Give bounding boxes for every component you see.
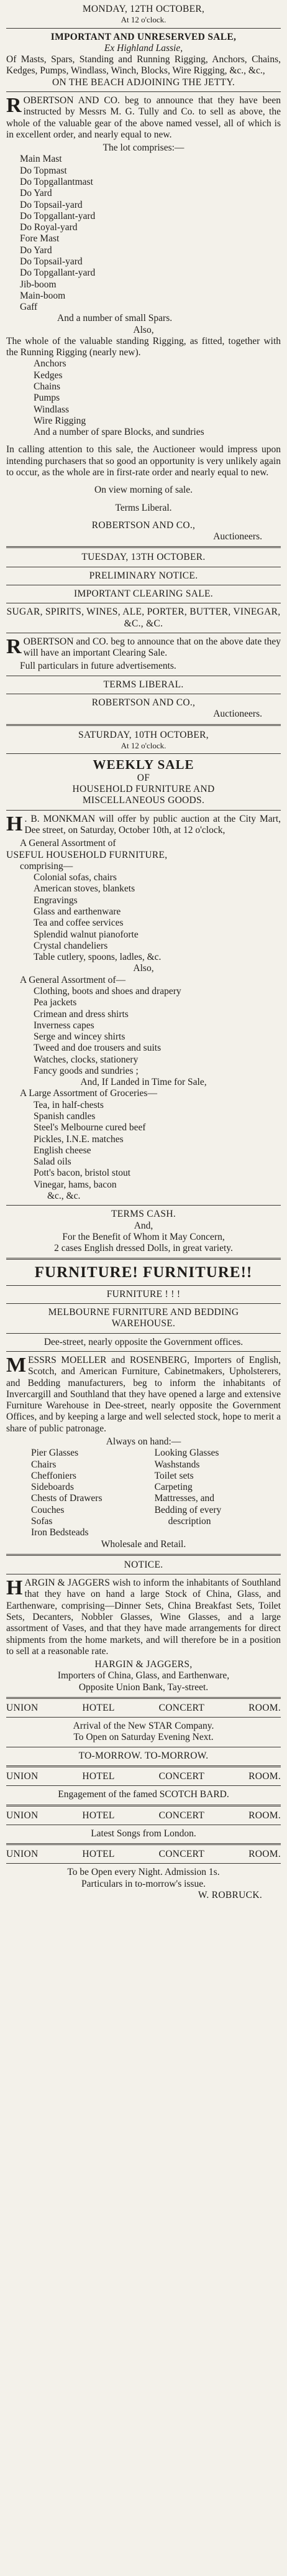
list-item: Chains: [34, 381, 61, 393]
list-item: Looking Glasses: [154, 1448, 219, 1459]
heading-word: ROOM.: [248, 1702, 281, 1713]
list-item: Do Yard: [20, 244, 52, 256]
divider: [6, 1303, 281, 1304]
sale-subtitle-1: HOUSEHOLD FURNITURE AND: [72, 784, 215, 795]
sale-title: IMPORTANT AND UNRESERVED SALE,: [50, 31, 237, 42]
clothing-intro: A General Assortment of—: [20, 974, 126, 985]
useful-label: USEFUL HOUSEHOLD FURNITURE,: [6, 849, 168, 860]
sundries-text: And a number of spare Blocks, and sundries: [34, 427, 204, 438]
list-item: And a number of small Spars.: [57, 313, 173, 324]
heading-word: UNION: [6, 1810, 39, 1821]
firm-role: Auctioneers.: [213, 709, 262, 720]
list-item: Tweed and doe trousers and suits: [34, 1043, 162, 1054]
firm-name: ROBERTSON AND CO.,: [91, 519, 196, 531]
advertisement-furniture: [6, 1263, 281, 1550]
list-item: Mattresses, and: [154, 1493, 215, 1504]
list-item: Steel's Melbourne cured beef: [34, 1122, 146, 1133]
landed-note: And, If Landed in Time for Sale,: [80, 1077, 207, 1088]
warehouse-location: Dee-street, nearly opposite the Government offices.: [43, 1336, 244, 1347]
list-item: Pumps: [34, 393, 60, 404]
particulars-text: Particulars in to-morrow's issue.: [81, 1878, 206, 1889]
heading-word: HOTEL: [82, 1771, 115, 1782]
list-item: Glass and earthenware: [34, 906, 121, 917]
divider: [6, 1351, 281, 1352]
list-item: Serge and wincey shirts: [34, 1031, 125, 1043]
list-item: Inverness capes: [34, 1020, 94, 1031]
attention-text: In calling attention to this sale, the Auctioneer would impress upon intending purchasers that so good an opportunity is very unlikely again to occur, as the whole are in first-rate order and nearly equal to new.: [6, 444, 281, 478]
heading-word: CONCERT: [158, 1849, 205, 1860]
list-item: Fore Mast: [20, 233, 60, 244]
list-item: Do Topgallant-yard: [20, 210, 96, 221]
dolls-text: 2 cases English dressed Dolls, in great variety.: [54, 1243, 233, 1254]
list-item: Do Topsail-yard: [20, 256, 83, 267]
list-item: Cheffoniers: [31, 1470, 76, 1481]
section-divider: [6, 546, 281, 548]
drop-cap: M: [6, 1354, 27, 1377]
terms-text: TERMS LIBERAL.: [103, 679, 184, 690]
list-item: &c., &c.: [47, 1191, 81, 1202]
sale-date: MONDAY, 12TH OCTOBER,: [82, 4, 205, 14]
vessel-name: Ex Highland Lassie,: [104, 42, 183, 53]
wholesale-text: Wholesale and Retail.: [101, 1538, 186, 1550]
list-item: Fancy goods and sundries ;: [34, 1065, 139, 1076]
lot-list: [6, 154, 281, 324]
divider: [6, 810, 281, 811]
advertisement-weekly-sale: [6, 730, 281, 1255]
also-label: Also,: [133, 963, 154, 974]
list-item: Gaff: [20, 302, 38, 313]
announcement-text: OBERTSON AND CO. beg to announce that they have been instructed by Messrs M. G. Tully and Co. to sell as above, the whole of the valuable gear of the above named vessel, all of which is in excellent order, and nearly equal to new.: [6, 95, 281, 140]
list-item: Sofas: [31, 1515, 53, 1527]
warehouse-name-2: WAREHOUSE.: [111, 1318, 176, 1329]
list-item: Main-boom: [20, 290, 66, 301]
firm-name: HARGIN & JAGGERS,: [94, 1659, 193, 1670]
list-item: Bedding of every: [154, 1504, 222, 1515]
heading-word: CONCERT: [158, 1702, 205, 1713]
sale-time: At 12 o'clock.: [121, 15, 166, 25]
list-item: Vinegar, hams, bacon: [34, 1179, 117, 1190]
view-text: On view morning of sale.: [94, 485, 193, 496]
announcement-body: [6, 636, 281, 659]
list-item: Pickles, I.N.E. matches: [34, 1133, 124, 1145]
list-item: Table cutlery, spoons, ladles, &c.: [34, 952, 162, 963]
list-item: Couches: [31, 1504, 65, 1515]
songs-text: Latest Songs from London.: [91, 1828, 196, 1839]
particulars-text: Full particulars in future advertisements.: [20, 661, 176, 672]
sale-title: WEEKLY SALE: [93, 757, 194, 773]
open-text: To Open on Saturday Evening Next.: [73, 1732, 214, 1743]
heading-word: UNION: [6, 1849, 39, 1860]
signature: W. ROBRUCK.: [198, 1890, 262, 1901]
stock-list-right: [155, 1448, 268, 1538]
heading-word: CONCERT: [158, 1810, 205, 1821]
list-item: Main Mast: [20, 154, 62, 165]
sale-title: IMPORTANT CLEARING SALE.: [74, 588, 213, 599]
notice-title: PRELIMINARY NOTICE.: [89, 570, 198, 581]
grocery-list: [6, 1100, 281, 1202]
terms-text: Terms Liberal.: [115, 502, 172, 513]
section-divider: [6, 1554, 281, 1556]
furniture-subhead: FURNITURE ! ! !: [106, 1288, 181, 1300]
concert-heading: [6, 1703, 281, 1714]
advertisement-gear-sale: [6, 4, 281, 542]
grocery-intro: A Large Assortment of Groceries—: [20, 1088, 157, 1099]
list-item: Anchors: [34, 358, 66, 370]
list-item: Do Topsail-yard: [20, 199, 83, 210]
list-item: Washstands: [154, 1459, 200, 1470]
list-item: Pea jackets: [34, 997, 77, 1008]
list-item: Tea, in half-chests: [34, 1099, 104, 1110]
rigging-text: The whole of the valuable standing Rigging, as fitted, together with the Running Rigging (nearly new).: [6, 335, 281, 358]
section-divider: [6, 1843, 281, 1845]
list-item: Engravings: [34, 895, 78, 906]
list-item: Jib-boom: [20, 279, 57, 290]
general-label: A General Assortment of: [20, 838, 116, 849]
clothing-list: [6, 986, 281, 1077]
list-item: Crystal chandeliers: [34, 940, 108, 951]
announcement-text: ESSRS MOELLER and ROSENBERG, Importers of English, Scotch, and American Furniture, Cabinetmakers, Upholsterers, and Bedding manufacturers, beg to inform the inhabitants of Invercargill and Southland that they have opened a large and extensive Furniture Warehouse in Dee-street, nearly opposite the Government Offices, and by keeping a large and well selected stock, hope to merit a share of public patronage.: [6, 1355, 281, 1434]
list-item: Do Yard: [20, 188, 52, 199]
divider: [6, 1285, 281, 1286]
advertisement-concert-1: [6, 1703, 281, 1762]
comprising-label: comprising—: [20, 860, 73, 872]
list-item: American stoves, blankets: [34, 883, 135, 895]
list-item: Do Royal-yard: [20, 222, 78, 233]
sale-date: SATURDAY, 10TH OCTOBER,: [78, 729, 209, 740]
drop-cap: R: [6, 94, 22, 118]
list-item: Sideboards: [31, 1482, 74, 1493]
firm-desc: Importers of China, Glass, and Earthenware,: [57, 1670, 230, 1681]
notice-title: NOTICE.: [124, 1559, 163, 1570]
list-item: Salad oils: [34, 1156, 71, 1168]
also-label: Also,: [133, 324, 154, 335]
open-text: To be Open every Night. Admission 1s.: [67, 1867, 220, 1878]
announcement-text: ARGIN & JAGGERS wish to inform the inhabitants of Southland that they have on hand a large Stock of China, Glass, and Earthenware, comprising—Dinner Sets, China Breakfast Sets, Toilet Sets, Decanters, Nobbler Glasses, Wine Glasses, and a large assortment of Vases, and that they have made arrangements for direct shipments from the home markets, and will therefore be in a position to sell at a reasonable rate.: [6, 1578, 281, 1657]
sale-items: Of Masts, Spars, Standing and Running Rigging, Anchors, Chains, Kedges, Pumps, Windlass, Winch, Blocks, Wire Rigging, &c., &c.,: [6, 54, 281, 77]
section-divider: [6, 1765, 281, 1767]
list-item: Carpeting: [154, 1482, 193, 1493]
and-label: And,: [134, 1220, 153, 1231]
list-item: English cheese: [34, 1145, 91, 1156]
announcement-body: [6, 1355, 281, 1434]
warehouse-name-1: MELBOURNE FURNITURE AND BEDDING: [48, 1307, 239, 1318]
list-item: Clothing, boots and shoes and drapery: [34, 985, 181, 997]
heading-word: HOTEL: [82, 1702, 115, 1713]
always-label: Always on hand:—: [106, 1436, 181, 1448]
terms-text: TERMS CASH.: [111, 1209, 176, 1220]
divider: [6, 28, 281, 29]
furniture-headline: FURNITURE! FURNITURE!!: [34, 1264, 253, 1281]
section-divider: [6, 1697, 281, 1699]
divider: [6, 1717, 281, 1718]
drop-cap: R: [6, 635, 22, 658]
sale-subtitle-2: MISCELLANEOUS GOODS.: [82, 795, 205, 806]
list-item: Pier Glasses: [31, 1448, 79, 1459]
benefit-text: For the Benefit of Whom it May Concern,: [62, 1231, 225, 1242]
heading-word: ROOM.: [248, 1849, 281, 1860]
divider: [6, 1863, 281, 1864]
advertisement-concert-4: [6, 1849, 281, 1901]
list-item: Do Topgallant-yard: [20, 267, 96, 279]
drop-cap: H: [6, 1576, 23, 1600]
advertisement-concert-3: [6, 1810, 281, 1840]
heading-word: UNION: [6, 1771, 39, 1782]
divider: [6, 1333, 281, 1334]
gear-list: [6, 358, 281, 427]
arrival-text: Arrival of the New STAR Company.: [73, 1721, 214, 1732]
list-item: Chests of Drawers: [31, 1493, 102, 1504]
sale-date: TUESDAY, 13TH OCTOBER.: [81, 552, 206, 563]
list-item: description: [168, 1515, 211, 1527]
advertisement-china-notice: [6, 1560, 281, 1693]
divider: [6, 91, 281, 92]
lot-intro: The lot comprises:—: [102, 142, 184, 154]
sale-place: ON THE BEACH ADJOINING THE JETTY.: [52, 77, 235, 88]
list-item: Iron Bedsteads: [31, 1527, 89, 1538]
furniture-list: [6, 872, 281, 963]
firm-address: Opposite Union Bank, Tay-street.: [78, 1681, 209, 1693]
stock-list-left: [31, 1448, 145, 1538]
section-divider: [6, 724, 281, 726]
list-item: Splendid walnut pianoforte: [34, 929, 139, 940]
tomorrow-text: TO-MORROW. TO-MORROW.: [78, 1750, 209, 1761]
heading-word: UNION: [6, 1702, 39, 1713]
announcement-body: [6, 1578, 281, 1657]
divider: [6, 1785, 281, 1786]
announcement-body: [6, 95, 281, 141]
announcement-text: . B. MONKMAN will offer by public auction at the City Mart, Dee street, on Saturday, October 10th, at 12 o'clock,: [24, 813, 281, 836]
divider: [6, 753, 281, 754]
heading-word: ROOM.: [248, 1810, 281, 1821]
section-divider: [6, 1805, 281, 1806]
stock-lists: [6, 1448, 281, 1538]
list-item: Do Topmast: [20, 165, 67, 176]
list-item: Colonial sofas, chairs: [34, 872, 117, 883]
list-item: Windlass: [34, 404, 70, 415]
firm-name: ROBERTSON AND CO.,: [91, 697, 196, 708]
list-item: Wire Rigging: [34, 415, 86, 426]
heading-word: CONCERT: [158, 1771, 205, 1782]
advertisement-concert-2: [6, 1771, 281, 1801]
firm-role: Auctioneers.: [213, 531, 262, 542]
concert-heading: [6, 1771, 281, 1782]
advertisement-clearing-sale: [6, 552, 281, 720]
list-item: Tea and coffee services: [34, 918, 124, 929]
heading-word: HOTEL: [82, 1849, 115, 1860]
concert-heading: [6, 1849, 281, 1860]
list-item: Spanish candles: [34, 1111, 96, 1122]
list-item: Kedges: [34, 370, 63, 381]
heading-word: ROOM.: [248, 1771, 281, 1782]
list-item: Toilet sets: [154, 1470, 194, 1481]
list-item: Watches, clocks, stationery: [34, 1054, 139, 1065]
list-item: Chairs: [31, 1459, 57, 1470]
list-item: Crimean and dress shirts: [34, 1008, 129, 1020]
drop-cap: H: [6, 812, 23, 835]
of-label: OF: [137, 772, 150, 783]
list-item: Do Topgallantmast: [20, 176, 93, 187]
section-divider: [6, 1258, 281, 1260]
sale-time: At 12 o'clock.: [121, 740, 166, 750]
list-item: Pott's bacon, bristol stout: [34, 1168, 131, 1179]
announcement-text: OBERTSON and CO. beg to announce that on the above date they will have an important Clearing Sale.: [23, 636, 281, 659]
heading-word: HOTEL: [82, 1810, 115, 1821]
engagement-text: Engagement of the famed SCOTCH BARD.: [58, 1789, 229, 1800]
concert-heading: [6, 1810, 281, 1821]
goods-list: SUGAR, SPIRITS, WINES, ALE, PORTER, BUTTER, VINEGAR, &C., &C.: [6, 607, 281, 629]
announcement-body: [6, 814, 281, 837]
divider: [6, 1205, 281, 1206]
